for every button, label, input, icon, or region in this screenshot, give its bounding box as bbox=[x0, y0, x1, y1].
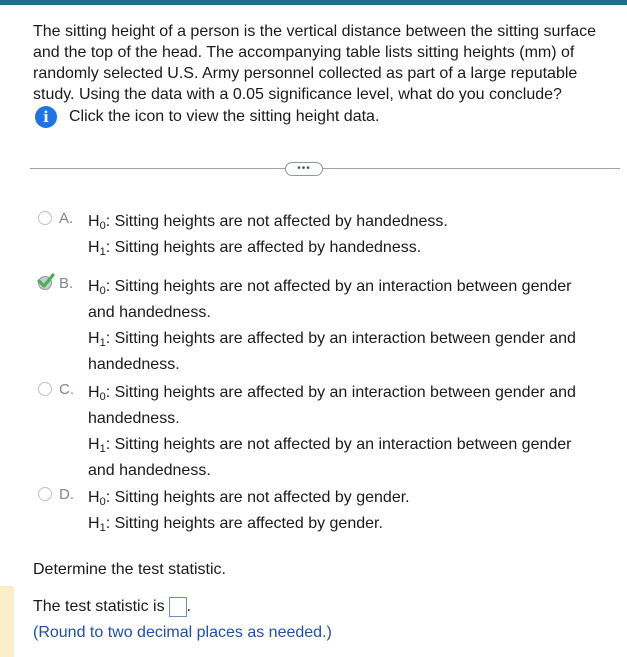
h0-subscript: 0 bbox=[99, 285, 106, 297]
answer-row bbox=[33, 597, 191, 617]
divider bbox=[30, 168, 620, 169]
h0-symbol: H bbox=[88, 489, 100, 506]
h0-continuation: and handedness. bbox=[88, 304, 211, 321]
answer-suffix: . bbox=[186, 598, 192, 615]
info-text: Click the icon to view the sitting height data. bbox=[69, 108, 380, 125]
info-icon[interactable]: i bbox=[35, 106, 57, 128]
h0-text: : Sitting heights are not affected by handedness. bbox=[105, 213, 448, 230]
h0-symbol: H bbox=[88, 384, 100, 401]
option-letter: C. bbox=[59, 381, 74, 398]
option-letter: D. bbox=[59, 486, 74, 503]
h1-text: : Sitting heights are affected by an interaction between gender and bbox=[105, 330, 576, 347]
option-text bbox=[88, 485, 598, 537]
h1-symbol: H bbox=[88, 239, 100, 256]
h0-continuation: handedness. bbox=[88, 410, 180, 427]
test-statistic-input[interactable] bbox=[169, 597, 187, 617]
h1-subscript: 1 bbox=[99, 522, 106, 534]
checkmark-icon bbox=[37, 272, 55, 290]
h1-symbol: H bbox=[88, 330, 100, 347]
h1-subscript: 1 bbox=[99, 443, 106, 455]
h0-subscript: 0 bbox=[99, 496, 106, 508]
determine-prompt: Determine the test statistic. bbox=[33, 561, 226, 578]
h1-text: : Sitting heights are affected by gender. bbox=[105, 515, 383, 532]
left-highlight-bar bbox=[0, 586, 14, 657]
expand-more-button[interactable]: ••• bbox=[285, 162, 323, 176]
radio-option-c[interactable] bbox=[38, 382, 52, 396]
h0-symbol: H bbox=[88, 278, 100, 295]
h1-subscript: 1 bbox=[99, 337, 106, 349]
h0-subscript: 0 bbox=[99, 391, 106, 403]
h1-symbol: H bbox=[88, 436, 100, 453]
h1-continuation: handedness. bbox=[88, 356, 180, 373]
answer-label: The test statistic is bbox=[33, 598, 165, 615]
option-text bbox=[88, 209, 598, 261]
radio-option-d[interactable] bbox=[38, 487, 52, 501]
h0-symbol: H bbox=[88, 213, 100, 230]
h1-text: : Sitting heights are affected by handedness. bbox=[105, 239, 422, 256]
radio-option-a[interactable] bbox=[38, 211, 52, 225]
rounding-note: (Round to two decimal places as needed.) bbox=[33, 624, 332, 641]
h0-text: : Sitting heights are not affected by gender. bbox=[105, 489, 410, 506]
h1-text: : Sitting heights are not affected by an interaction between gender bbox=[105, 436, 572, 453]
h0-text: : Sitting heights are not affected by an interaction between gender bbox=[105, 278, 572, 295]
h1-continuation: and handedness. bbox=[88, 462, 211, 479]
option-letter: A. bbox=[59, 210, 74, 227]
h0-text: : Sitting heights are affected by an interaction between gender and bbox=[105, 384, 576, 401]
top-accent-bar bbox=[0, 0, 627, 5]
h1-symbol: H bbox=[88, 515, 100, 532]
question-text: The sitting height of a person is the vertical distance between the sitting surface and the top of the head. The accompanying table lists sitting heights (mm) of randomly selected U.S. Army personnel collected as part of a large reputable study. Using the data with a 0.05 significance level, what do you conclude? bbox=[33, 23, 596, 103]
h0-subscript: 0 bbox=[99, 220, 106, 232]
option-text bbox=[88, 380, 598, 484]
option-letter: B. bbox=[59, 275, 74, 292]
h1-subscript: 1 bbox=[99, 246, 106, 258]
info-row[interactable] bbox=[35, 106, 379, 128]
option-text bbox=[88, 274, 598, 378]
